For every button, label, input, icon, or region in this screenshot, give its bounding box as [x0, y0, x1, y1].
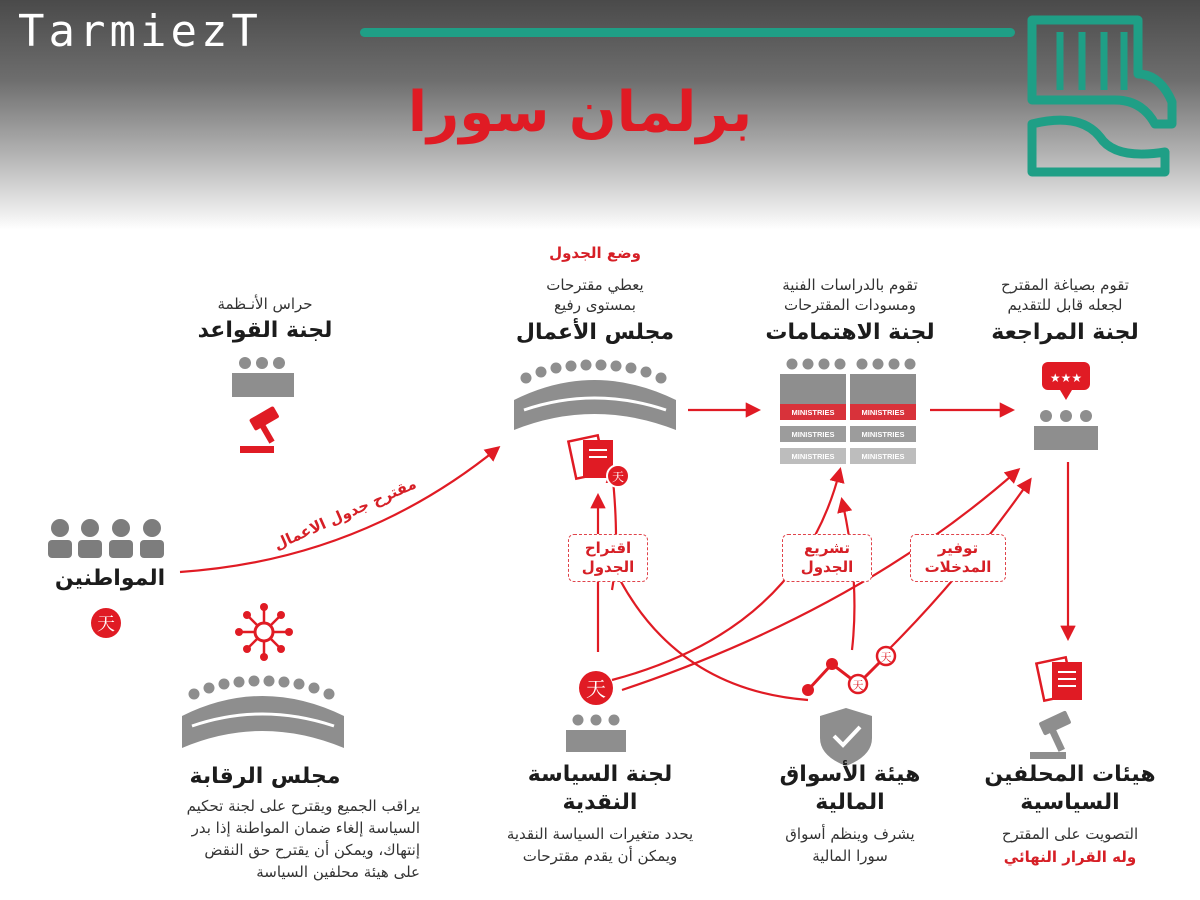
- svg-text:天: 天: [611, 470, 625, 484]
- markets-desc-2: سورا المالية: [812, 847, 888, 865]
- business-title: مجلس الأعمال: [515, 320, 675, 345]
- svg-text:天: 天: [97, 614, 115, 635]
- legislate-agenda-box: [782, 534, 872, 582]
- ministries-label: MINISTRIES: [791, 452, 835, 461]
- ministries-label: MINISTRIES: [791, 430, 835, 439]
- documents-icon: [568, 435, 629, 487]
- oversight-desc-1: يراقب الجميع ويقترح على لجنة تحكيم: [186, 797, 420, 815]
- markets-desc-1: يشرف وينظم أسواق: [785, 825, 915, 843]
- rules-title: لجنة القواعد: [197, 318, 333, 343]
- business-council-icon: [514, 360, 676, 431]
- propose-agenda-line-1: اقتراح: [584, 539, 632, 557]
- svg-text:天: 天: [852, 679, 864, 692]
- svg-text:★★★: ★★★: [1049, 371, 1083, 385]
- business-tag: وضع الجدول: [549, 244, 641, 262]
- juries-desc-2: وله القرار النهائي: [1003, 848, 1137, 866]
- ministries-labels: [792, 408, 905, 461]
- oversight-title: مجلس الرقابة: [189, 764, 341, 789]
- market-chart-icon: [802, 647, 895, 696]
- propose-agenda-line-2: الجدول: [581, 558, 635, 576]
- juries-title-2: السياسية: [1020, 790, 1120, 815]
- shield-icon: [820, 708, 872, 766]
- ministries-label: MINISTRIES: [861, 430, 905, 439]
- provide-inputs-line-1: توفير: [937, 539, 979, 557]
- review-committee-icon: [1034, 362, 1098, 450]
- interests-subtitle-1: تقوم بالدراسات الفنية: [782, 276, 918, 294]
- juries-title-1: هيئات المحلفين: [984, 762, 1156, 787]
- rules-committee-icon: [232, 357, 294, 453]
- monetary-title-2: النقدية: [562, 790, 638, 815]
- gavel-icon: [1030, 710, 1072, 759]
- interests-title: لجنة الاهتمامات: [765, 320, 935, 345]
- review-subtitle-2: لجعله قابل للتقديم: [1007, 296, 1123, 314]
- citizens-title: المواطنين: [54, 566, 166, 591]
- brand-name: TarmiezT: [18, 6, 262, 57]
- monetary-desc-1: يحدد متغيرات السياسة النقدية: [506, 825, 694, 843]
- review-title: لجنة المراجعة: [991, 320, 1139, 345]
- provide-inputs-line-2: المدخلات: [924, 558, 992, 576]
- oversight-desc-3: إنتهاك، ويمكن أن يقترح حق النقض: [204, 841, 420, 859]
- review-subtitle-1: تقوم بصياغة المقترح: [1001, 276, 1129, 294]
- provide-inputs-box: [910, 534, 1006, 582]
- markets-title-1: هيئة الأسواق: [779, 762, 921, 787]
- ministries-label: MINISTRIES: [791, 408, 835, 417]
- proposal-documents-icon: [1036, 657, 1082, 700]
- rules-subtitle: حراس الأنـظمة: [217, 295, 313, 313]
- citizens-token-icon: [91, 608, 121, 638]
- business-subtitle-2: بمستوى رفيع: [554, 296, 636, 314]
- interests-subtitle-2: ومسودات المقترحات: [784, 296, 916, 314]
- page-title: برلمان سورا: [407, 80, 753, 145]
- monetary-title-1: لجنة السياسة: [527, 762, 673, 787]
- legislate-agenda-line-1: تشريع: [803, 539, 851, 557]
- legislate-agenda-line-2: الجدول: [800, 558, 854, 576]
- markets-title-2: المالية: [815, 790, 885, 815]
- ministries-label: MINISTRIES: [861, 408, 905, 417]
- citizens-icon: [48, 519, 164, 558]
- oversight-desc-4: على هيئة محلفين السياسة: [256, 863, 420, 881]
- oversight-desc-2: السياسة إلغاء ضمان المواطنة إذا بدر: [191, 819, 420, 837]
- business-subtitle-1: يعطي مقترحات: [546, 276, 644, 294]
- monetary-committee-icon: [566, 671, 626, 752]
- svg-text:天: 天: [880, 651, 892, 664]
- monetary-desc-2: ويمكن أن يقدم مقترحات: [522, 847, 678, 865]
- ministries-label: MINISTRIES: [861, 452, 905, 461]
- oversight-council-icon: [182, 676, 344, 749]
- network-icon: [235, 603, 293, 661]
- svg-text:天: 天: [586, 677, 606, 701]
- propose-agenda-box: [568, 534, 648, 582]
- citizens-arrow-label: مقترح جدول الاعمال: [271, 474, 419, 554]
- juries-desc-1: التصويت على المقترح: [1001, 825, 1139, 843]
